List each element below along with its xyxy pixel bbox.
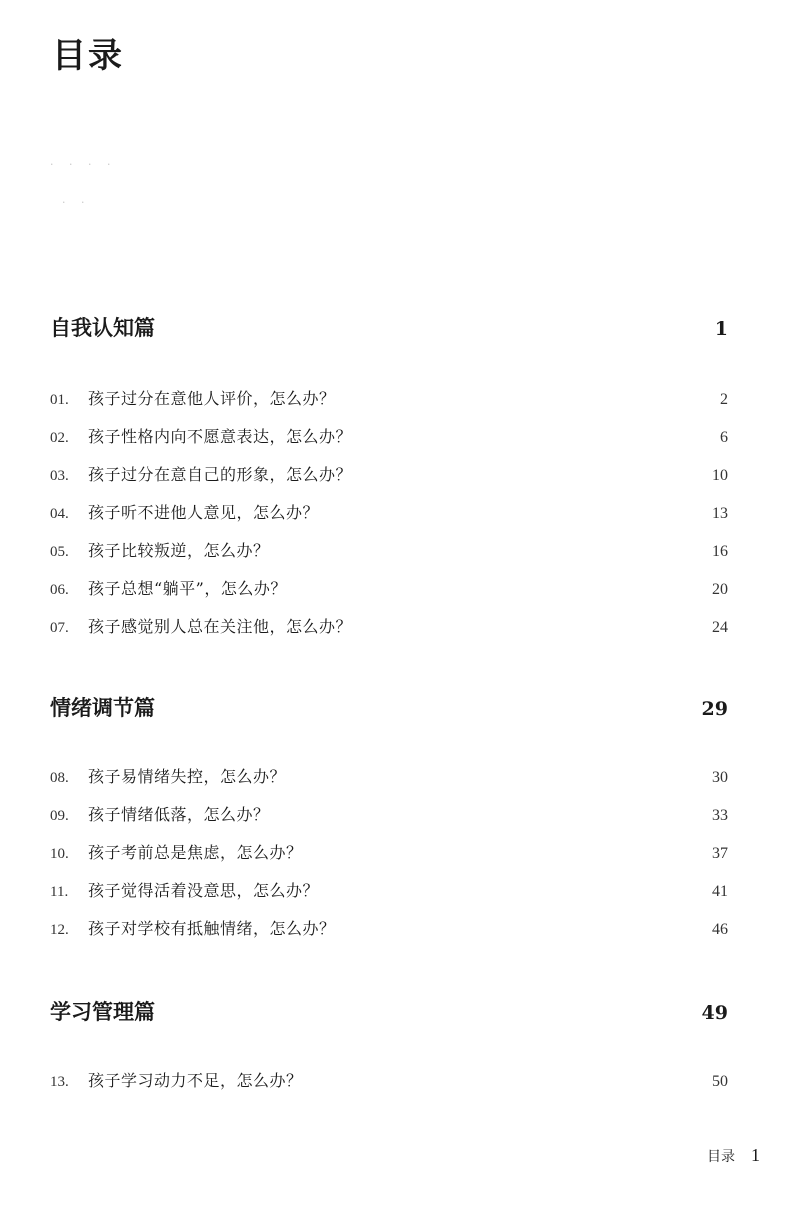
- entry-number: 09.: [50, 808, 69, 824]
- toc-entry[interactable]: [50, 878, 728, 916]
- entry-title: 孩子觉得活着没意思，怎么办？: [88, 881, 320, 900]
- section-title: 学习管理篇: [50, 999, 155, 1024]
- entry-title: 孩子比较叛逆，怎么办？: [88, 541, 270, 560]
- section-page-number: 49: [701, 1002, 728, 1024]
- entry-number: 12.: [50, 922, 69, 938]
- page-footer: [707, 1145, 760, 1166]
- entry-title: 孩子感觉别人总在关注他，怎么办？: [88, 617, 353, 636]
- toc-entry[interactable]: [50, 424, 728, 462]
- toc-entry-list: [50, 764, 728, 954]
- toc-section-study-management: [50, 996, 728, 1090]
- entry-title: 孩子过分在意自己的形象，怎么办？: [88, 465, 353, 484]
- entry-number: 05.: [50, 544, 69, 560]
- section-title: 情绪调节篇: [50, 695, 155, 720]
- entry-title: 孩子学习动力不足，怎么办？: [88, 1071, 303, 1090]
- entry-page-number: 46: [712, 921, 728, 938]
- entry-page-number: 30: [712, 769, 728, 786]
- entry-number: 02.: [50, 430, 69, 446]
- entry-title: 孩子情绪低落，怎么办？: [88, 805, 270, 824]
- entry-title: 孩子性格内向不愿意表达，怎么办？: [88, 427, 353, 446]
- entry-page-number: 37: [712, 845, 728, 862]
- page-title: 目录: [52, 36, 124, 76]
- entry-page-number: 10: [712, 467, 728, 484]
- toc-section-emotion-regulation: [50, 692, 728, 938]
- entry-title: 孩子听不进他人意见，怎么办？: [88, 503, 320, 522]
- section-heading[interactable]: [50, 312, 728, 344]
- toc-entry[interactable]: [50, 802, 728, 840]
- entry-title: 孩子考前总是焦虑，怎么办？: [88, 843, 303, 862]
- entry-title: 孩子易情绪失控，怎么办？: [88, 767, 287, 786]
- toc-entry[interactable]: [50, 576, 728, 614]
- entry-number: 04.: [50, 506, 69, 522]
- toc-entry[interactable]: [50, 1068, 728, 1106]
- toc-entry[interactable]: [50, 500, 728, 538]
- toc-entry-list: [50, 1068, 728, 1106]
- entry-page-number: 50: [712, 1073, 728, 1090]
- entry-number: 03.: [50, 468, 69, 484]
- footer-page-number: 1: [751, 1145, 760, 1165]
- entry-page-number: 16: [712, 543, 728, 560]
- toc-entry[interactable]: [50, 538, 728, 576]
- toc-entry[interactable]: [50, 386, 728, 424]
- entry-title: 孩子总想“躺平”，怎么办？: [88, 579, 287, 598]
- entry-number: 08.: [50, 770, 69, 786]
- entry-number: 01.: [50, 392, 69, 408]
- entry-page-number: 41: [712, 883, 728, 900]
- entry-number: 10.: [50, 846, 69, 862]
- toc-entry-list: [50, 386, 728, 652]
- faint-mark: · · · ·: [50, 158, 117, 171]
- entry-number: 11.: [50, 884, 69, 900]
- entry-page-number: 6: [720, 429, 728, 446]
- section-page-number: 29: [701, 698, 728, 720]
- entry-number: 13.: [50, 1074, 69, 1090]
- section-title: 自我认知篇: [50, 315, 155, 340]
- entry-page-number: 2: [720, 391, 728, 408]
- entry-title: 孩子对学校有抵触情绪，怎么办？: [88, 919, 336, 938]
- toc-entry[interactable]: [50, 916, 728, 954]
- section-heading[interactable]: [50, 692, 728, 724]
- toc-entry[interactable]: [50, 840, 728, 878]
- entry-page-number: 20: [712, 581, 728, 598]
- entry-page-number: 33: [712, 807, 728, 824]
- toc-section-self-awareness: [50, 312, 728, 636]
- toc-entry[interactable]: [50, 764, 728, 802]
- entry-page-number: 13: [712, 505, 728, 522]
- entry-page-number: 24: [712, 619, 728, 636]
- footer-label: 目录: [707, 1149, 735, 1165]
- section-page-number: 1: [714, 318, 728, 340]
- toc-entry[interactable]: [50, 462, 728, 500]
- section-heading[interactable]: [50, 996, 728, 1028]
- faint-mark: · ·: [62, 196, 91, 209]
- entry-number: 07.: [50, 620, 69, 636]
- toc-entry[interactable]: [50, 614, 728, 652]
- entry-number: 06.: [50, 582, 69, 598]
- entry-title: 孩子过分在意他人评价，怎么办？: [88, 389, 336, 408]
